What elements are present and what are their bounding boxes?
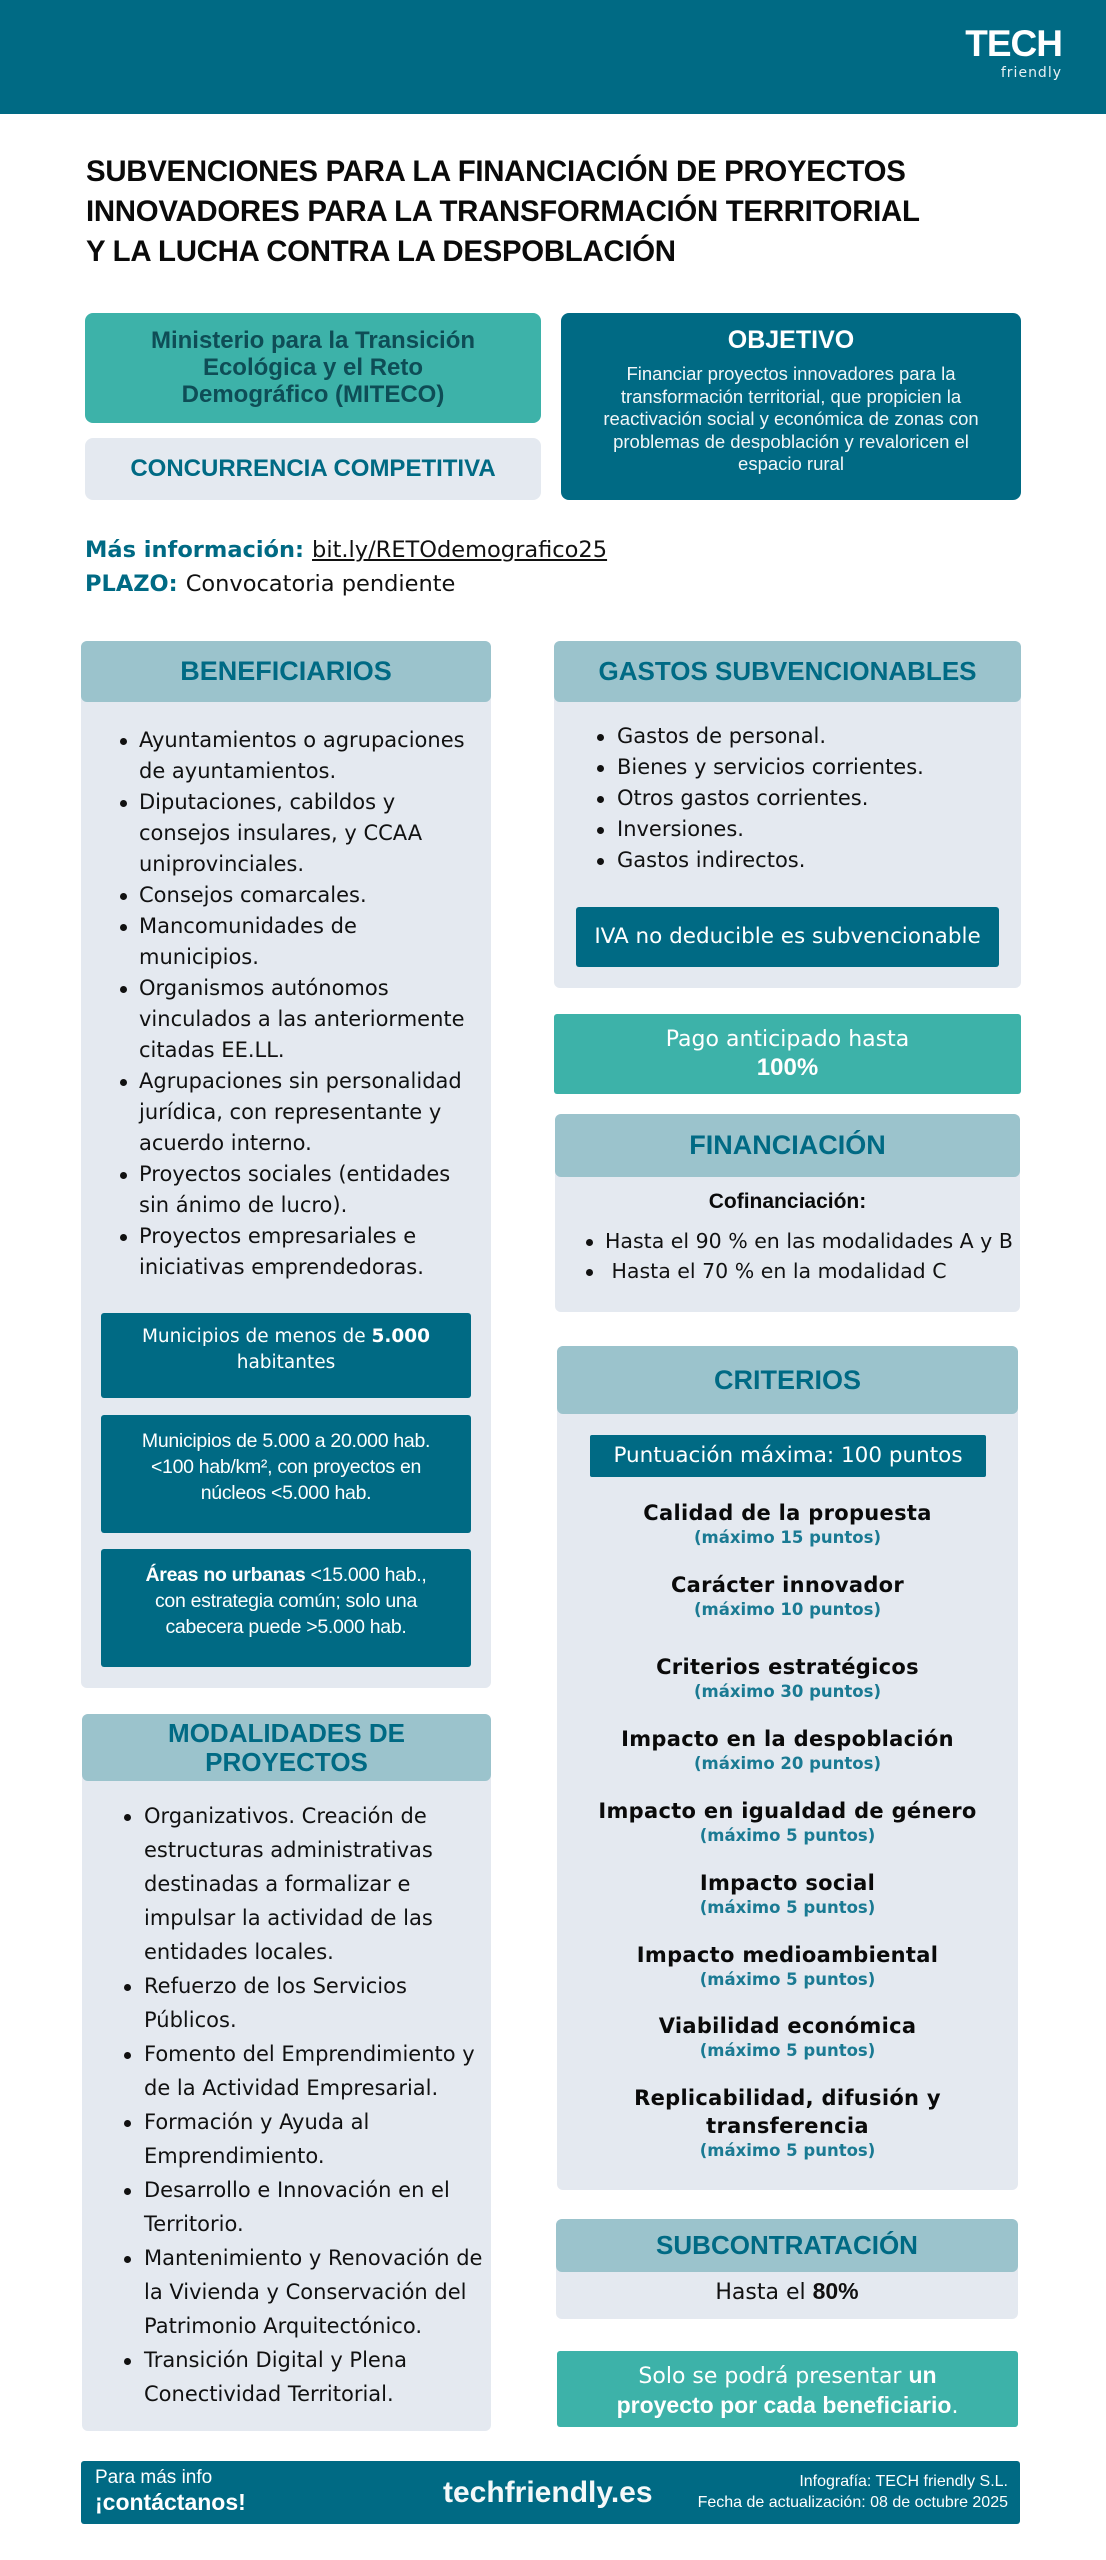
footer-fecha: Fecha de actualización: 08 de octubre 2025: [697, 2494, 1008, 2511]
list-item: Inversiones.: [617, 814, 1007, 845]
criterio-name: Calidad de la propuesta: [643, 1501, 932, 1525]
list-item: Bienes y servicios corrientes.: [617, 752, 1007, 783]
aviso-bold1: un: [908, 2362, 937, 2388]
beneficiarios-list: [139, 725, 479, 1283]
criterio-item: [557, 1499, 1018, 1549]
financiacion-header: FINANCIACIÓN: [555, 1114, 1020, 1177]
title-line: Y LA LUCHA CONTRA LA DESPOBLACIÓN: [86, 235, 676, 268]
box2-line: <100 hab/km², con proyectos en: [150, 1456, 422, 1478]
list-item: Mantenimiento y Renovación de la Vivienda y Conservación del Patrimonio Arquitectónico.: [144, 2241, 484, 2343]
procedimiento-badge: CONCURRENCIA COMPETITIVA: [85, 438, 541, 500]
page-title: [86, 152, 1027, 272]
header-band: [0, 0, 1106, 114]
title-line: INNOVADORES PARA LA TRANSFORMACIÓN TERRITORIAL: [86, 195, 920, 228]
areas-no-urbanas-box: [101, 1549, 471, 1667]
criterio-points: (máximo 5 puntos): [699, 1898, 876, 1917]
puntuacion-maxima-box: Puntuación máxima: 100 puntos: [590, 1435, 986, 1477]
objetivo-text: Financiar proyectos innovadores para la transformación territorial, que propicien la reactivación social y económica de zonas con problemas de despoblación y revaloricen el espacio rural: [603, 363, 979, 474]
criterio-points: (máximo 5 puntos): [699, 2141, 876, 2160]
list-item: Transición Digital y Plena Conectividad Territorial.: [144, 2343, 484, 2411]
organismo-box: [85, 313, 541, 423]
mas-info-label: Más información:: [85, 537, 305, 563]
modalidades-title-line: PROYECTOS: [205, 1747, 368, 1777]
list-item: Refuerzo de los Servicios Públicos.: [144, 1969, 484, 2037]
organismo-line: Ecológica y el Reto: [202, 354, 424, 381]
municipios-5000-box: [101, 1313, 471, 1398]
beneficiarios-header: BENEFICIARIOS: [81, 641, 491, 702]
title-line: SUBVENCIONES PARA LA FINANCIACIÓN DE PROYECTOS: [86, 155, 906, 188]
pago-anticipado-box: [554, 1014, 1021, 1094]
list-item: Gastos indirectos.: [617, 845, 1007, 876]
beneficiarios-card: [81, 641, 491, 1688]
criterio-item: [557, 1941, 1018, 1991]
list-item: Consejos comarcales.: [139, 880, 479, 911]
criterio-points: (máximo 5 puntos): [699, 1970, 876, 1989]
footer-para: Para más info: [95, 2467, 213, 2488]
criterio-name: Impacto en igualdad de género: [598, 1799, 977, 1823]
criterio-name: Criterios estratégicos: [656, 1655, 919, 1679]
list-item: Proyectos empresariales e iniciativas emprendedoras.: [139, 1221, 479, 1283]
footer: [81, 2461, 1020, 2524]
criterio-name: Impacto en la despoblación: [621, 1727, 954, 1751]
list-item: Agrupaciones sin personalidad jurídica, con representante y acuerdo interno.: [139, 1066, 479, 1159]
list-item: Hasta el 70 % en la modalidad C: [605, 1256, 1025, 1286]
criterio-name-cont: transferencia: [706, 2114, 869, 2138]
plazo-row: [85, 569, 785, 599]
criterio-points: (máximo 30 puntos): [693, 1682, 882, 1701]
aviso-bold2: proyecto por cada beneficiario: [616, 2392, 952, 2418]
box3-text: <15.000 hab.,: [305, 1564, 427, 1586]
subcontratacion-text: Hasta el: [715, 2280, 813, 2305]
list-item: Organismos autónomos vinculados a las anteriormente citadas EE.LL.: [139, 973, 479, 1066]
criterio-item: [557, 1725, 1018, 1775]
list-item: Organizativos. Creación de estructuras administrativas destinadas a formalizar e impulsar la actividad de las entidades locales.: [144, 1799, 484, 1969]
criterio-item: [557, 1571, 1018, 1621]
financiacion-card: [555, 1114, 1020, 1312]
mas-info-link[interactable]: bit.ly/RETOdemografico25: [312, 537, 608, 563]
box3-line: cabecera puede >5.000 hab.: [165, 1616, 407, 1638]
box1-text2: habitantes: [236, 1352, 336, 1373]
criterio-name: Impacto medioambiental: [636, 1943, 939, 1967]
criterio-points: (máximo 5 puntos): [699, 1826, 876, 1845]
objetivo-box: [561, 313, 1021, 500]
box1-text: Municipios de menos de: [141, 1326, 372, 1347]
criterios-card: [557, 1346, 1018, 2190]
plazo-label: PLAZO:: [85, 571, 178, 597]
gastos-header: GASTOS SUBVENCIONABLES: [554, 641, 1021, 702]
box2-line: núcleos <5.000 hab.: [200, 1482, 372, 1504]
gastos-card: [554, 641, 1021, 988]
criterio-item: [557, 1797, 1018, 1847]
list-item: Desarrollo e Innovación en el Territorio.: [144, 2173, 484, 2241]
criterio-name: Carácter innovador: [670, 1573, 905, 1597]
criterio-points: (máximo 10 puntos): [693, 1600, 882, 1619]
municipios-20000-box: [101, 1415, 471, 1533]
criterio-item: [557, 2012, 1018, 2062]
box3-line: con estrategia común; solo una: [154, 1590, 417, 1612]
objetivo-title: OBJETIVO: [727, 326, 855, 354]
box1-bold: 5.000: [371, 1326, 431, 1347]
pago-text: Pago anticipado hasta: [665, 1027, 910, 1052]
criterio-name: Viabilidad económica: [658, 2014, 917, 2038]
organismo-line: Demográfico (MITECO): [181, 381, 445, 408]
financiacion-list: [605, 1226, 1025, 1286]
logo-friendly: friendly: [1000, 65, 1062, 81]
footer-contact-link[interactable]: ¡contáctanos!: [95, 2489, 246, 2515]
list-item: Formación y Ayuda al Emprendimiento.: [144, 2105, 484, 2173]
criterios-header: CRITERIOS: [557, 1346, 1018, 1414]
modalidades-list: [144, 1799, 484, 2411]
list-item: Gastos de personal.: [617, 721, 1007, 752]
criterio-points: (máximo 20 puntos): [693, 1754, 882, 1773]
list-item: Ayuntamientos o agrupaciones de ayuntamientos.: [139, 725, 479, 787]
criterio-name: Impacto social: [699, 1871, 876, 1895]
list-item: Proyectos sociales (entidades sin ánimo de lucro).: [139, 1159, 479, 1221]
criterio-points: (máximo 15 puntos): [693, 1528, 882, 1547]
criterio-points: (máximo 5 puntos): [699, 2041, 876, 2060]
subcontratacion-header: SUBCONTRATACIÓN: [556, 2219, 1018, 2272]
aviso-end: .: [951, 2394, 959, 2419]
subcontratacion-value-row: [556, 2273, 1018, 2311]
criterio-item: [557, 2084, 1018, 2162]
footer-credits: [698, 2471, 1008, 2513]
cofinanciacion-label: Cofinanciación:: [708, 1190, 867, 1213]
modalidades-card: [82, 1714, 491, 2431]
list-item: Mancomunidades de municipios.: [139, 911, 479, 973]
criterio-item: [557, 1653, 1018, 1703]
plazo-value: Convocatoria pendiente: [185, 571, 456, 597]
footer-site-link[interactable]: techfriendly.es: [443, 2476, 653, 2509]
list-item: Diputaciones, cabildos y consejos insulares, y CCAA uniprovinciales.: [139, 787, 479, 880]
list-item: Otros gastos corrientes.: [617, 783, 1007, 814]
footer-infografia: Infografía: TECH friendly S.L.: [799, 2473, 1008, 2490]
criterio-item: [557, 1869, 1018, 1919]
modalidades-title-line: MODALIDADES DE: [168, 1718, 405, 1748]
aviso-box: [557, 2351, 1018, 2427]
subcontratacion-value: 80%: [812, 2278, 859, 2304]
criterio-name: Replicabilidad, difusión y: [634, 2086, 941, 2110]
subcontratacion-card: [556, 2219, 1018, 2319]
gastos-list: [617, 721, 1007, 876]
box2-line: Municipios de 5.000 a 20.000 hab.: [141, 1430, 431, 1452]
mas-info-row: [85, 535, 785, 565]
logo-tech: TECH: [965, 23, 1062, 64]
list-item: Hasta el 90 % en las modalidades A y B: [605, 1226, 1025, 1256]
box3-bold: Áreas no urbanas: [145, 1564, 306, 1586]
organismo-line: Ministerio para la Transición: [150, 327, 476, 354]
pago-value: 100%: [756, 1054, 819, 1081]
list-item: Fomento del Emprendimiento y de la Actividad Empresarial.: [144, 2037, 484, 2105]
modalidades-header: [82, 1714, 491, 1781]
aviso-text: Solo se podrá presentar: [638, 2364, 909, 2389]
iva-box: IVA no deducible es subvencionable: [576, 907, 999, 967]
